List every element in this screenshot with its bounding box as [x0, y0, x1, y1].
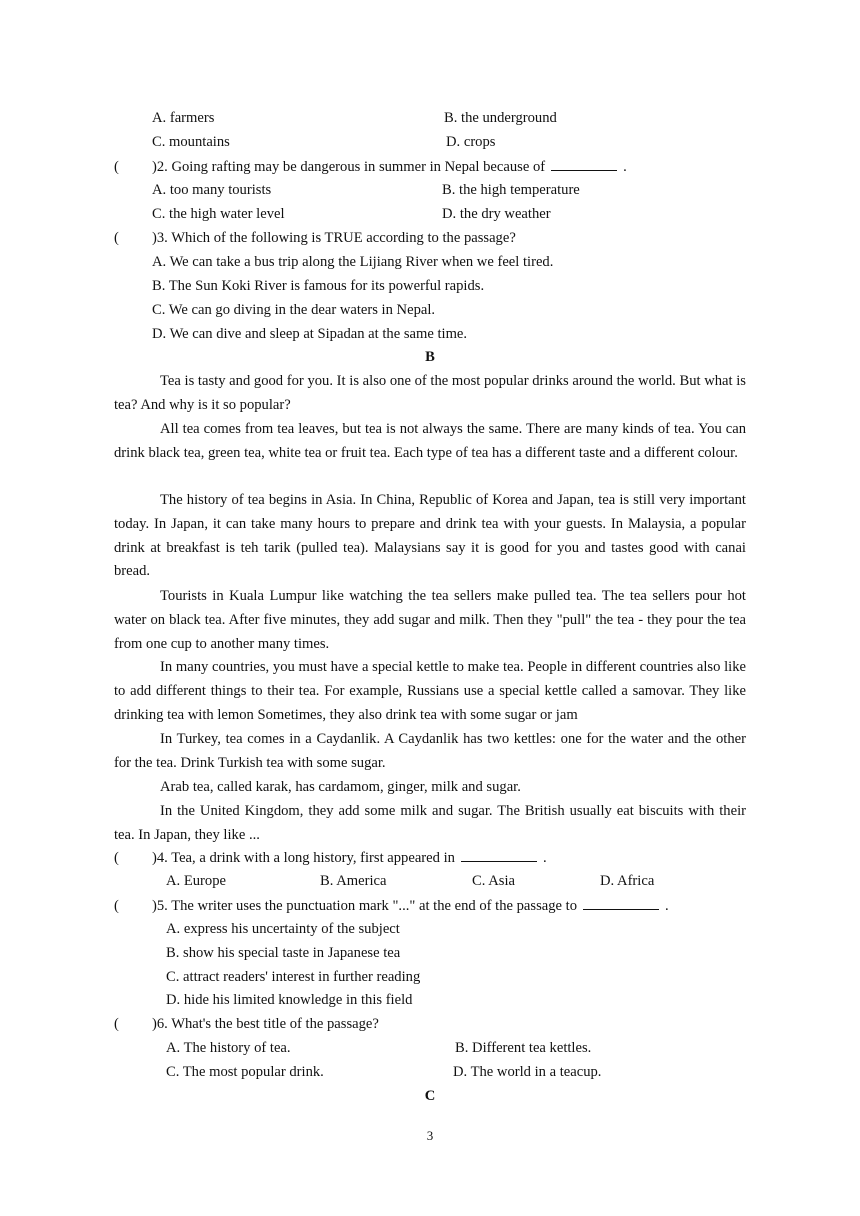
answer-paren: (	[114, 1016, 119, 1032]
q3-stem-line	[114, 228, 516, 248]
passage-b-paragraph-3: The history of tea begins in Asia. In China, Republic of Korea and Japan, tea is still very important today. In Japan, it can take many hours to prepare and drink tea with your guests. In Malaysia, a popular drink at breakfast is teh tarik (pulled tea). Malaysians say it is good for you and tastes good with canai bread.	[114, 492, 746, 580]
passage-b-paragraph-8: In the United Kingdom, they add some milk and sugar. The British usually eat biscuits with their tea. In Japan, they like ...	[114, 803, 746, 843]
q2-option-b: B. the high temperature	[442, 182, 580, 198]
q2-option-a: A. too many tourists	[152, 182, 272, 198]
q1-option-a: A. farmers	[152, 110, 215, 126]
q4-end: .	[542, 850, 547, 866]
q6-stem: )6. What's the best title of the passage?	[152, 1016, 379, 1032]
q2-stem: )2. Going rafting may be dangerous in summer in Nepal because of	[152, 159, 546, 175]
q6-option-a: A. The history of tea.	[166, 1040, 291, 1056]
q6-option-c: C. The most popular drink.	[166, 1064, 324, 1080]
q4-option-b: B. America	[320, 873, 387, 889]
q5-option-d: D. hide his limited knowledge in this field	[166, 992, 413, 1008]
q1-option-d: D. crops	[446, 134, 496, 150]
q3-option-a: A. We can take a bus trip along the Lijiang River when we feel tired.	[152, 254, 554, 270]
q5-stem: )5. The writer uses the punctuation mark "..." at the end of the passage to	[152, 898, 578, 914]
q1-option-c: C. mountains	[152, 134, 230, 150]
answer-paren: (	[114, 898, 119, 914]
passage-b-paragraph-2: All tea comes from tea leaves, but tea is not always the same. There are many kinds of tea. You can drink black tea, green tea, white tea or fruit tea. Each type of tea has a different taste and a different colour.	[114, 421, 746, 461]
answer-paren: (	[114, 159, 119, 175]
answer-paren: (	[114, 230, 119, 246]
q6-stem-line	[114, 1014, 379, 1034]
q2-end: .	[623, 159, 627, 175]
passage-b-paragraph-5: In many countries, you must have a special kettle to make tea. People in different countries also like to add different things to their tea. For example, Russians use a special kettle called a samovar. They like drinking tea with lemon Sometimes, they also drink tea with some sugar or jam	[114, 659, 746, 723]
q3-option-d: D. We can dive and sleep at Sipadan at the same time.	[152, 326, 468, 342]
q2-stem-line	[114, 156, 627, 176]
q5-stem-line	[114, 895, 669, 915]
passage-b-paragraph-1: Tea is tasty and good for you. It is also one of the most popular drinks around the world. But what is tea? And why is it so popular?	[114, 373, 746, 413]
q5-answer-blank	[583, 895, 659, 910]
page-number: 3	[426, 1128, 434, 1143]
q4-option-a: A. Europe	[166, 873, 226, 889]
q5-option-c: C. attract readers' interest in further reading	[166, 969, 421, 985]
passage-b-paragraph-7: Arab tea, called karak, has cardamom, ginger, milk and sugar.	[160, 779, 521, 795]
q5-option-b: B. show his special taste in Japanese tea	[166, 945, 401, 961]
section-b-heading: B	[425, 349, 435, 365]
answer-paren: (	[114, 850, 119, 866]
q3-option-c: C. We can go diving in the dear waters in Nepal.	[152, 302, 436, 318]
q4-stem-line	[114, 847, 547, 867]
q6-option-b: B. Different tea kettles.	[455, 1040, 592, 1056]
q2-option-d: D. the dry weather	[442, 206, 551, 222]
q3-option-b: B. The Sun Koki River is famous for its powerful rapids.	[152, 278, 485, 294]
q6-option-d: D. The world in a teacup.	[453, 1064, 602, 1080]
passage-b-paragraph-4: Tourists in Kuala Lumpur like watching the tea sellers make pulled tea. The tea sellers pour hot water on black tea. After five minutes, they add sugar and milk. Then they "pull" the tea - they pour the tea from one cup to another many times.	[114, 588, 746, 652]
q2-answer-blank	[551, 156, 617, 171]
passage-b-paragraph-6: In Turkey, tea comes in a Caydanlik. A Caydanlik has two kettles: one for the water and the other for the tea. Drink Turkish tea with some sugar.	[114, 731, 746, 771]
q2-option-c: C. the high water level	[152, 206, 285, 222]
q3-stem: )3. Which of the following is TRUE according to the passage?	[152, 230, 516, 246]
q4-answer-blank	[461, 847, 537, 862]
q1-option-b: B. the underground	[444, 110, 557, 126]
q5-option-a: A. express his uncertainty of the subject	[166, 921, 400, 937]
q4-option-d: D. Africa	[600, 873, 655, 889]
q4-option-c: C. Asia	[472, 873, 515, 889]
q5-end: .	[665, 898, 669, 914]
section-c-heading: C	[424, 1088, 436, 1104]
q4-stem: )4. Tea, a drink with a long history, first appeared in	[152, 850, 455, 866]
